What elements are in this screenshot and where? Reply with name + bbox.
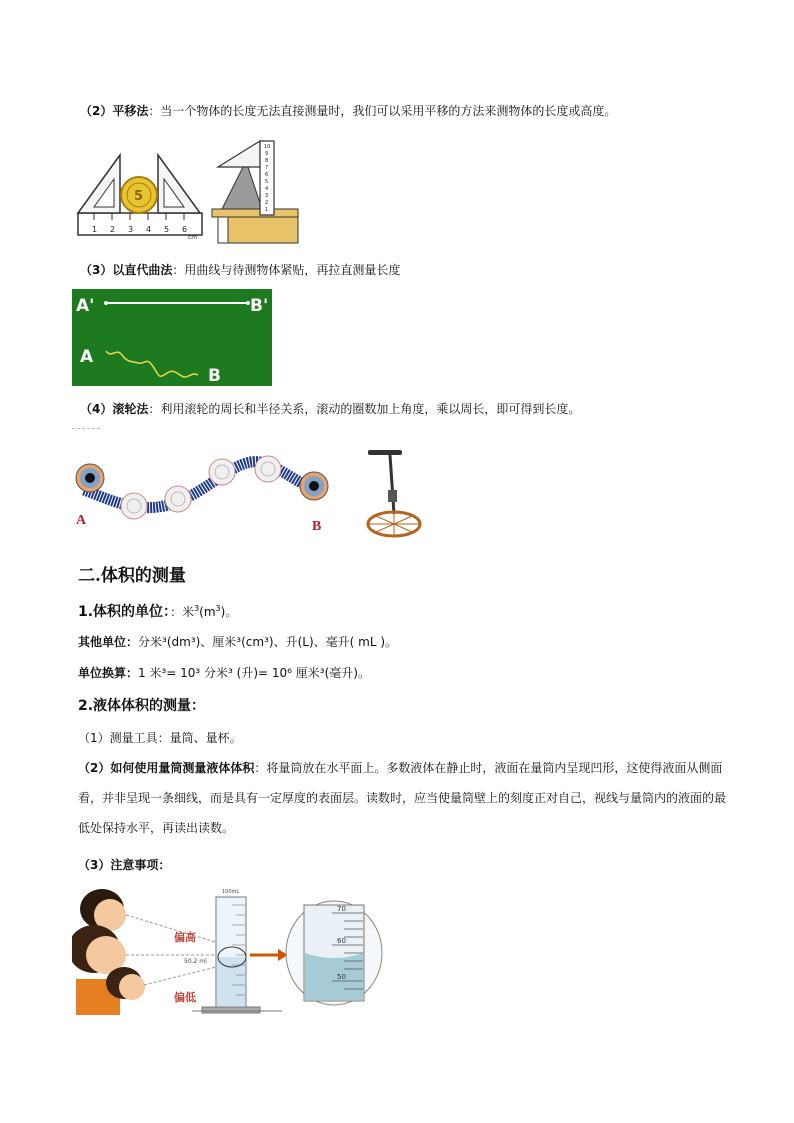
wheel-point-a: A bbox=[76, 513, 87, 528]
cone-shape bbox=[222, 161, 262, 209]
mag-tick-70: 70 bbox=[337, 905, 346, 913]
ruler-tick-2: 2 bbox=[110, 225, 116, 234]
howto-label: （2）如何使用量筒测量液体体积 bbox=[78, 761, 255, 775]
translation-label: （2）平移法 bbox=[80, 104, 149, 118]
rolling-wheel bbox=[165, 486, 191, 512]
unit-text-end: )。 bbox=[220, 605, 238, 619]
scale-tick: 10 bbox=[264, 144, 271, 150]
mag-tick-50: 50 bbox=[337, 973, 346, 981]
coin-label: 5 bbox=[134, 189, 144, 204]
translation-figure bbox=[74, 133, 302, 245]
dashed-mark bbox=[72, 428, 100, 429]
ruler-tick-4: 4 bbox=[146, 225, 152, 234]
unit-text-pre: ：米 bbox=[170, 605, 195, 619]
rolling-wheel bbox=[209, 459, 235, 485]
wheel-label: （4）滚轮法 bbox=[80, 402, 149, 416]
unit-line: 1.体积的单位：：米$^3(m^3)$。 bbox=[78, 604, 238, 620]
section-title: 二.体积的测量 bbox=[78, 566, 186, 586]
conversion-line bbox=[78, 665, 370, 681]
scale-tick: 9 bbox=[265, 151, 269, 157]
scale-tick: 1 bbox=[265, 207, 269, 213]
rolling-wheel bbox=[255, 456, 281, 482]
observer-top bbox=[80, 889, 126, 931]
label-a: A bbox=[80, 347, 94, 367]
ruler-tick-6: 6 bbox=[182, 225, 188, 234]
label-b: B bbox=[208, 366, 221, 386]
conversion-label: 单位换算： bbox=[78, 666, 139, 680]
wheel-point-b: B bbox=[312, 519, 322, 534]
translation-text: ：当一个物体的长度无法直接测量时，我们可以采用平移的方法来测物体的长度或高度。 bbox=[148, 104, 617, 118]
wheel-method-line bbox=[80, 401, 580, 417]
rolling-wheel bbox=[121, 493, 147, 519]
ruler-tick-5: 5 bbox=[164, 225, 170, 234]
other-units-text: 分米³(dm³)、厘米³(cm³)、升(L)、毫升( mL )。 bbox=[138, 635, 397, 649]
other-units-label: 其他单位： bbox=[78, 635, 139, 649]
mag-tick-60: 60 bbox=[337, 937, 346, 945]
ruler-unit: cm bbox=[188, 234, 198, 241]
ruler-tick-3: 3 bbox=[128, 225, 134, 234]
curve-figure bbox=[72, 289, 272, 386]
ruler-tick-1: 1 bbox=[92, 225, 98, 234]
reading-figure bbox=[72, 883, 408, 1019]
wheel-right bbox=[300, 472, 328, 500]
wheel-left bbox=[76, 464, 104, 492]
scale-tick: 4 bbox=[265, 186, 269, 192]
label-b-prime: B' bbox=[250, 296, 269, 316]
curve-text: ：用曲线与待测物体紧贴，再拉直测量长度 bbox=[172, 263, 401, 277]
scale-tick: 3 bbox=[265, 193, 269, 199]
wheel-figure bbox=[72, 440, 342, 540]
howto-text: ：将量筒放在水平面上。多数液体在静止时，液面在量筒内呈现凹形，这使得液面从侧面看，并非呈现一条细线，而是具有一定厚度的表面层。读数时，应当使量筒壁上的刻度正对自己，视线与量筒内的液面的最低处保持水平，再读出读数。 bbox=[78, 761, 727, 835]
label-a-prime: A' bbox=[76, 296, 95, 316]
unit-text-post: (m bbox=[199, 605, 216, 619]
scale-tick: 7 bbox=[265, 165, 269, 171]
other-units-line bbox=[78, 634, 397, 650]
unit-heading: 1.体积的单位： bbox=[78, 604, 171, 620]
scale-tick: 6 bbox=[265, 172, 269, 178]
notes-line: （3）注意事项： bbox=[78, 858, 171, 872]
scale-tick: 2 bbox=[265, 200, 269, 206]
wheel-text: ：利用滚轮的周长和半径关系，滚动的圈数加上角度，乘以周长，即可得到长度。 bbox=[148, 402, 581, 416]
scale-tick: 5 bbox=[265, 179, 269, 185]
howto-paragraph bbox=[78, 753, 728, 843]
measuring-wheel-figure bbox=[352, 444, 432, 540]
handle bbox=[368, 450, 402, 455]
cylinder-reading: 50.2 ml bbox=[184, 958, 207, 965]
table-top bbox=[212, 209, 298, 217]
tools-line: （1）测量工具：量筒、量杯。 bbox=[78, 731, 242, 745]
curve-method-line bbox=[80, 262, 400, 278]
curve-label: （3）以直代曲法 bbox=[80, 263, 173, 277]
liquid-heading: 2.液体体积的测量： bbox=[78, 698, 206, 714]
top-triangle bbox=[218, 141, 260, 167]
translation-method-line bbox=[80, 103, 616, 119]
high-label: 偏高 bbox=[174, 931, 196, 944]
conversion-text: 1 米³= 10³ 分米³ (升)= 10⁶ 厘米³(毫升)。 bbox=[138, 666, 370, 680]
cylinder-capacity: 100mL bbox=[222, 889, 240, 895]
low-label: 偏低 bbox=[174, 991, 196, 1004]
scale-tick: 8 bbox=[265, 158, 269, 164]
